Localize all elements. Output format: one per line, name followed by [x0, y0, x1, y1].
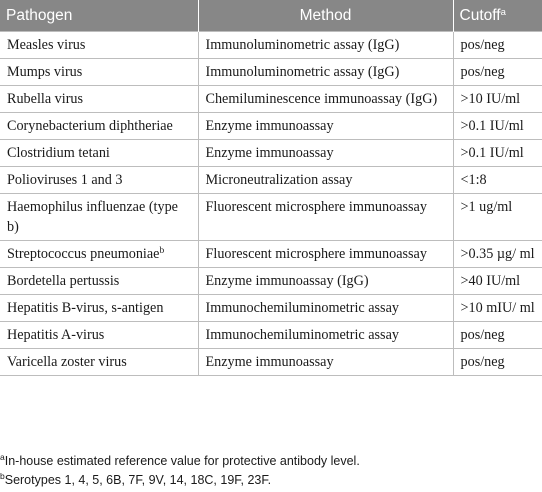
cell-cutoff: pos/neg — [453, 59, 542, 86]
cell-cutoff: >0.1 IU/ml — [453, 140, 542, 167]
table-row — [0, 268, 542, 295]
header-method-label: Method — [299, 6, 352, 24]
cell-pathogen — [0, 113, 198, 140]
header-cutoff-label: Cutoff — [459, 6, 501, 24]
cell-method: Chemiluminescence immunoassay (IgG) — [198, 86, 453, 113]
pathogen-name: Clostridium tetani — [7, 145, 110, 161]
cell-method: Fluorescent microsphere immunoassay — [198, 194, 453, 241]
table-row — [0, 59, 542, 86]
pathogen-name: Measles virus — [7, 37, 86, 53]
header-pathogen — [0, 0, 198, 32]
cell-method: Enzyme immunoassay — [198, 140, 453, 167]
cell-method: Immunoluminometric assay (IgG) — [198, 32, 453, 59]
cell-method: Microneutralization assay — [198, 167, 453, 194]
cell-cutoff: pos/neg — [453, 349, 542, 376]
cell-pathogen — [0, 295, 198, 322]
header-method — [198, 0, 453, 32]
table-row — [0, 140, 542, 167]
footnote-a-text: In-house estimated reference value for protective antibody level. — [4, 454, 360, 468]
cell-pathogen — [0, 32, 198, 59]
table-row — [0, 167, 542, 194]
cell-method: Enzyme immunoassay (IgG) — [198, 268, 453, 295]
footnote-b-mark: b — [0, 471, 5, 481]
cell-pathogen — [0, 268, 198, 295]
cell-cutoff: >1 ug/ml — [453, 194, 542, 241]
cell-method: Immunochemiluminometric assay — [198, 322, 453, 349]
table-footnotes — [0, 452, 360, 490]
cell-method: Enzyme immunoassay — [198, 349, 453, 376]
table-row — [0, 241, 542, 268]
cell-method: Enzyme immunoassay — [198, 113, 453, 140]
cell-cutoff: pos/neg — [453, 32, 542, 59]
table-body — [0, 32, 542, 376]
pathogen-name: Hepatitis A-virus — [7, 327, 105, 343]
cell-method: Immunoluminometric assay (IgG) — [198, 59, 453, 86]
header-row — [0, 0, 542, 32]
table-row — [0, 32, 542, 59]
table-row — [0, 322, 542, 349]
cell-pathogen — [0, 349, 198, 376]
cell-cutoff: >10 IU/ml — [453, 86, 542, 113]
cell-cutoff: >40 IU/ml — [453, 268, 542, 295]
cell-cutoff: pos/neg — [453, 322, 542, 349]
pathogen-footnote-mark: b — [159, 246, 165, 256]
cell-method: Immunochemiluminometric assay — [198, 295, 453, 322]
table-header — [0, 0, 542, 32]
cell-cutoff: >10 mIU/ ml — [453, 295, 542, 322]
cell-pathogen — [0, 140, 198, 167]
cell-cutoff: >0.35 µg/ ml — [453, 241, 542, 268]
pathogen-name: Varicella zoster virus — [7, 354, 127, 370]
pathogen-name: Hepatitis B-virus, s-antigen — [7, 300, 164, 316]
cell-pathogen — [0, 86, 198, 113]
pathogen-name: Mumps virus — [7, 64, 83, 80]
footnote-a — [0, 452, 360, 471]
table-row — [0, 295, 542, 322]
header-pathogen-label: Pathogen — [6, 6, 73, 24]
header-cutoff — [453, 0, 542, 32]
table-row — [0, 113, 542, 140]
pathogen-name: Streptococcus pneumoniae — [7, 246, 160, 262]
header-cutoff-footnote-mark: a — [500, 6, 506, 18]
table-row — [0, 349, 542, 376]
cell-pathogen — [0, 241, 198, 268]
pathogen-name: Bordetella pertussis — [7, 273, 120, 289]
table-row — [0, 86, 542, 113]
cell-pathogen — [0, 322, 198, 349]
cell-pathogen — [0, 59, 198, 86]
pathogen-name: Polioviruses 1 and 3 — [7, 172, 123, 188]
footnote-a-mark: a — [0, 452, 5, 462]
pathogen-name: Corynebacterium diphtheriae — [7, 118, 173, 134]
footnote-b — [0, 471, 360, 490]
table-row — [0, 194, 542, 241]
pathogen-name: Haemophilus influenzae (type b) — [7, 199, 178, 235]
cell-method: Fluorescent microsphere immunoassay — [198, 241, 453, 268]
pathogen-name: Rubella virus — [7, 91, 84, 107]
cell-pathogen — [0, 194, 198, 241]
cell-cutoff: <1:8 — [453, 167, 542, 194]
cell-cutoff: >0.1 IU/ml — [453, 113, 542, 140]
cell-pathogen — [0, 167, 198, 194]
footnote-b-text: Serotypes 1, 4, 5, 6B, 7F, 9V, 14, 18C, 19F, 23F. — [4, 473, 272, 487]
